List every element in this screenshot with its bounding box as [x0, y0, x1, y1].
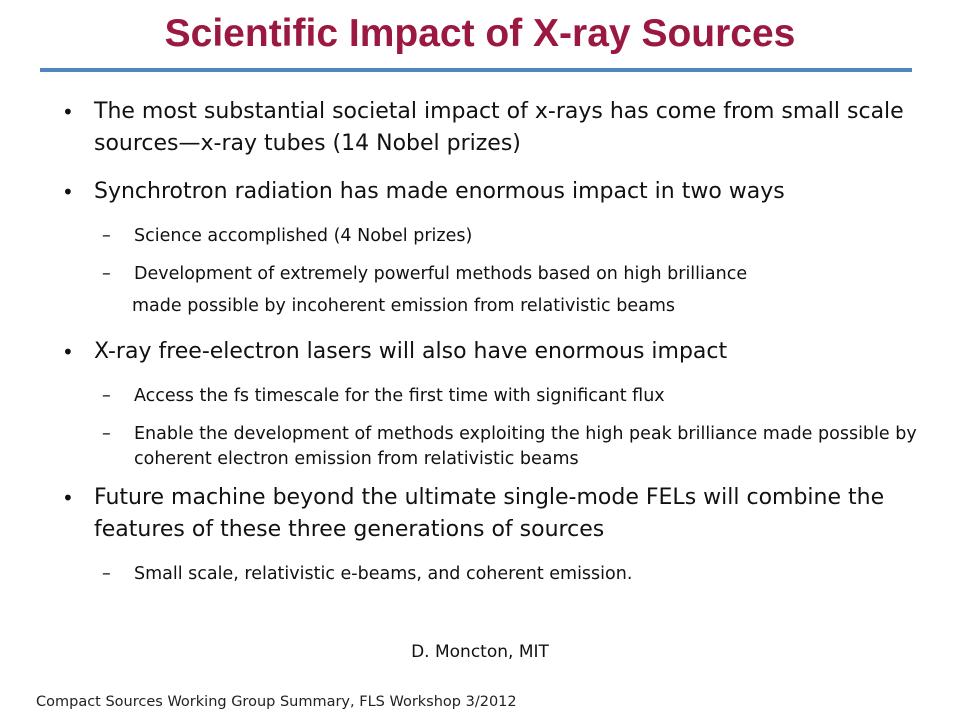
sub-bullet-text: Enable the development of methods exploiting the high peak brilliance made possible by coherent electron emission from relativistic beams — [134, 424, 917, 469]
title-divider — [40, 68, 912, 72]
sub-bullet-methods — [62, 262, 932, 287]
sub-bullet-text: Development of extremely powerful methods based on high brilliance — [134, 264, 748, 284]
dash-marker: – — [102, 226, 111, 246]
sub-bullet-features — [62, 562, 932, 587]
dash-marker: – — [102, 386, 111, 406]
slide-body — [62, 96, 932, 600]
sub-bullet-text: Science accomplished (4 Nobel prizes) — [134, 226, 473, 246]
sub-bullet-peak-brilliance — [62, 422, 932, 472]
sub-bullet-text: Access the fs timescale for the first time with significant flux — [134, 386, 665, 406]
dash-marker: – — [102, 264, 111, 284]
author-credit: D. Moncton, MIT — [411, 642, 549, 662]
sub-bullet-fs-timescale — [62, 384, 932, 409]
bullet-future-machine — [62, 482, 932, 546]
bullet-text: X-ray free-electron lasers will also have enormous impact — [94, 339, 728, 364]
bullet-text: Future machine beyond the ultimate single-mode FELs will combine the features of these three generations of sources — [94, 485, 885, 542]
dash-marker: – — [102, 564, 111, 584]
sub-bullet-continuation: made possible by incoherent emission from relativistic beams — [132, 296, 675, 316]
bullet-marker: • — [62, 486, 74, 510]
bullet-text: Synchrotron radiation has made enormous impact in two ways — [94, 179, 785, 204]
dash-marker: – — [102, 424, 111, 444]
bullet-marker: • — [62, 340, 74, 364]
bullet-text: The most substantial societal impact of x-rays has come from small scale sources—x-ray tubes (14 Nobel prizes) — [94, 99, 904, 156]
bullet-marker: • — [62, 180, 74, 204]
sub-bullet-science — [62, 224, 932, 249]
sub-bullet-text: Small scale, relativistic e-beams, and coherent emission. — [134, 564, 633, 584]
bullet-xray-tubes — [62, 96, 932, 160]
bullet-marker: • — [62, 100, 74, 124]
bullet-xfel — [62, 336, 932, 368]
slide-footer: Compact Sources Working Group Summary, FLS Workshop 3/2012 — [36, 694, 517, 710]
bullet-synchrotron — [62, 176, 932, 208]
slide-title: Scientific Impact of X-ray Sources — [164, 12, 796, 55]
